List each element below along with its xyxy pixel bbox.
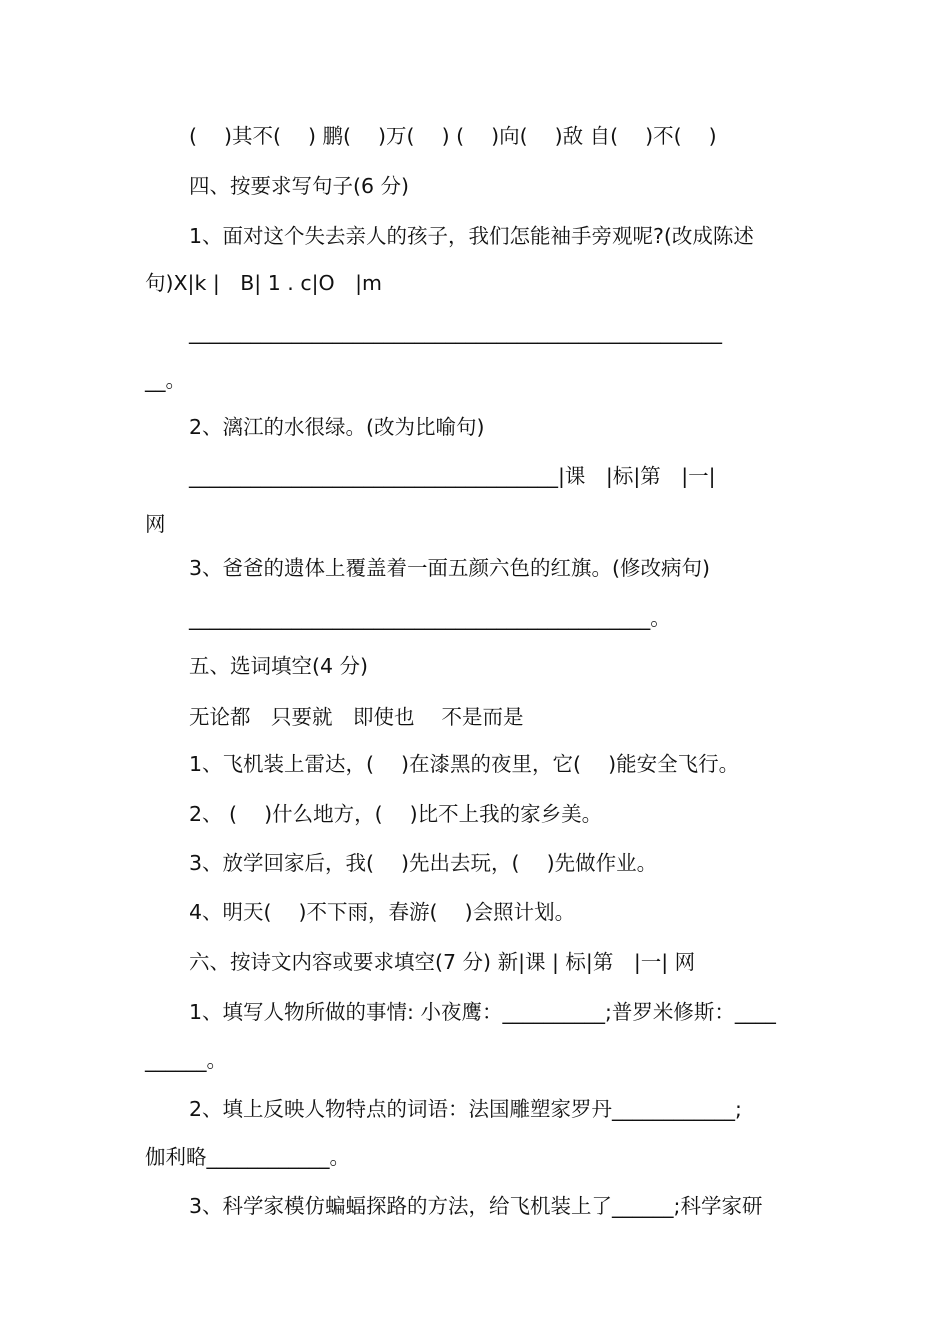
q5-1-text: 1、飞机装上雷达，( )在漆黑的夜里，它( )能安全飞行。 (189, 752, 740, 776)
q4-2-answer-line: ____________________________________|课 |标|第 |一| (189, 464, 716, 488)
q5-3-text: 3、放学回家后，我( )先出去玩，( )先做作业。 (189, 851, 658, 875)
q4-2-text: 2、漓江的水很绿。(改为比喻句) (189, 415, 485, 439)
section-five-heading: 五、选词填空(4 分) (189, 654, 369, 678)
q4-2-answer-line-cont: 网 (145, 512, 166, 536)
section-four-heading: 四、按要求写句子(6 分) (189, 174, 410, 198)
q4-1-text-cont: 句)X|k | B| 1 . c|O |m (145, 271, 383, 295)
q5-4-text: 4、明天( )不下雨，春游( )会照计划。 (189, 900, 576, 924)
q6-2-text-cont: 伽利略____________。 (145, 1145, 350, 1169)
q4-1-text: 1、面对这个失去亲人的孩子，我们怎能袖手旁观呢?(改成陈述 (189, 224, 754, 248)
q6-2-text: 2、填上反映人物特点的词语：法国雕塑家罗丹____________; (189, 1097, 742, 1121)
q4-3-text: 3、爸爸的遗体上覆盖着一面五颜六色的红旗。(修改病句) (189, 556, 711, 580)
q5-2-text: 2、 ( )什么地方，( )比不上我的家乡美。 (189, 802, 603, 826)
section-six-heading: 六、按诗文内容或要求填空(7 分) 新|课 | 标|第 |一| 网 (189, 950, 696, 974)
q4-1-answer-line-cont: __。 (145, 368, 186, 392)
q6-1-text: 1、填写人物所做的事情: 小夜鹰：__________;普罗米修斯：____ (189, 1000, 776, 1024)
q6-1-text-cont: ______。 (145, 1048, 227, 1072)
word-choices: 无论都 只要就 即使也 不是而是 (189, 705, 524, 729)
q4-1-answer-line: ____________________________________________________ (189, 320, 722, 344)
idiom-fill-line: ( )其不( ) 鹏( )万( ) ( )向( )敌 自( )不( ) (189, 124, 717, 148)
q6-3-text: 3、科学家模仿蝙蝠探路的方法，给飞机装上了______;科学家研 (189, 1194, 763, 1218)
q4-3-answer-line: _____________________________________________。 (189, 606, 671, 630)
